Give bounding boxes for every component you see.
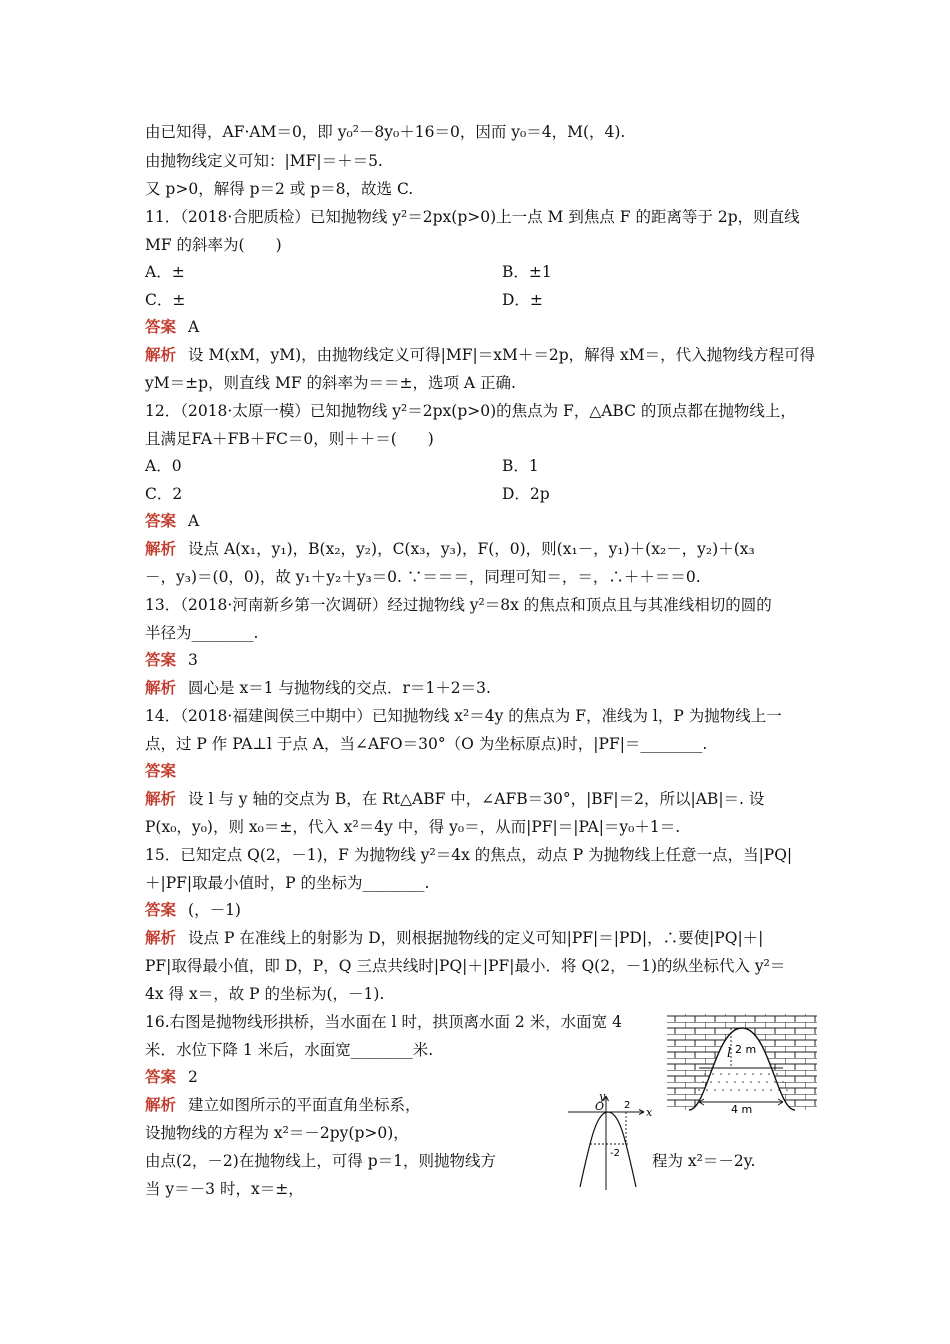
question-15-stem: ＋|PF|取最小值时，P 的坐标为________.: [145, 874, 430, 892]
analysis-line: 4x 得 x＝，故 P 的坐标为(，－1).: [145, 985, 385, 1003]
option-c: C．±: [145, 291, 186, 309]
analysis-line: [145, 344, 815, 366]
question-11-stem: MF 的斜率为( ): [145, 236, 282, 254]
analysis-tag: 解析: [145, 790, 177, 808]
origin-label: O: [595, 1100, 605, 1113]
question-16-stem: 米．水位下降 1 米后，水面宽________米.: [145, 1041, 434, 1059]
analysis-line: PF|取得最小值，即 D，P，Q 三点共线时|PQ|＋|PF|最小．将 Q(2，－1)的纵坐标代入 y²＝: [145, 957, 786, 975]
analysis-text: 设点 A(x₁，y₁)，B(x₂，y₂)，C(x₃，y₃)，F(，0)，则(x₁－，y₁)＋(x₂－，y₂)＋(x₃: [188, 540, 755, 558]
answer-line: [145, 899, 241, 921]
question-15-stem: 15．已知定点 Q(2，－1)，F 为抛物线 y²＝4x 的焦点，动点 P 为抛物线上任意一点，当|PQ|: [145, 846, 793, 864]
analysis-line: 程为 x²＝－2y.: [652, 1152, 756, 1170]
question-14-stem: 点，过 P 作 PA⊥l 于点 A，当∠AFO＝30°（O 为坐标原点)时，|PF|＝________.: [145, 735, 708, 753]
option-d: D．2p: [502, 485, 550, 503]
text-line: 又 p>0，解得 p＝2 或 p＝8，故选 C.: [145, 180, 414, 198]
answer-tag: 答案: [145, 1068, 177, 1086]
answer-tag: 答案: [145, 512, 177, 530]
option-c: C．2: [145, 485, 183, 503]
analysis-line: [145, 1094, 421, 1116]
water-level-label: l: [727, 1046, 732, 1061]
answer-tag: 答案: [145, 762, 177, 780]
analysis-tag: 解析: [145, 1096, 177, 1114]
coordinate-graph-figure: [568, 1092, 668, 1192]
analysis-line: 设抛物线的方程为 x²＝－2py(p>0)，: [145, 1124, 409, 1142]
analysis-line: 由点(2，－2)在抛物线上，可得 p＝1，则抛物线方: [145, 1152, 497, 1170]
x-axis-label: x: [646, 1106, 653, 1119]
question-11-stem: 11．（2018·合肥质检）已知抛物线 y²＝2px(p>0)上一点 M 到焦点 F 的距离等于 2p，则直线: [145, 208, 800, 226]
text-line: 由抛物线定义可知：|MF|＝＋＝5.: [145, 152, 383, 170]
width-label: 4 m: [731, 1103, 753, 1116]
text-line: 由已知得，AF·AM＝0，即 y₀²－8y₀＋16＝0，因而 y₀＝4，M(，4).: [145, 123, 626, 141]
analysis-tag: 解析: [145, 929, 177, 947]
analysis-line: P(x₀，y₀)，则 x₀＝±，代入 x²＝4y 中，得 y₀＝，从而|PF|＝|PA|＝y₀＋1＝.: [145, 818, 681, 836]
analysis-text: 圆心是 x＝1 与抛物线的交点．r＝1＋2＝3.: [188, 679, 491, 697]
answer-value: A: [188, 318, 200, 336]
analysis-line: [145, 927, 763, 949]
question-13-stem: 半径为________.: [145, 624, 259, 642]
answer-value: A: [188, 512, 200, 530]
y-neg2-label: -2: [610, 1148, 620, 1159]
answer-line: [145, 510, 199, 532]
answer-tag: 答案: [145, 901, 177, 919]
analysis-line: yM＝±p，则直线 MF 的斜率为＝＝±，选项 A 正确.: [145, 374, 516, 392]
option-a: A．±: [145, 263, 185, 281]
analysis-text: 设 l 与 y 轴的交点为 B，在 Rt△ABF 中，∠AFB＝30°，|BF|＝2，所以|AB|＝. 设: [188, 790, 765, 808]
answer-value: 2: [188, 1068, 198, 1086]
answer-line: [145, 1066, 198, 1088]
question-12-stem: 12．（2018·太原一模）已知抛物线 y²＝2px(p>0)的焦点为 F，△ABC 的顶点都在抛物线上，: [145, 402, 796, 420]
x-two-label: 2: [624, 1100, 631, 1111]
analysis-text: 建立如图所示的平面直角坐标系，: [188, 1096, 421, 1114]
analysis-tag: 解析: [145, 679, 177, 697]
analysis-text: 设点 P 在准线上的射影为 D，则根据抛物线的定义可知|PF|＝|PD|，∴要使|PQ|＋|: [188, 929, 764, 947]
analysis-line: [145, 538, 755, 560]
answer-line: [145, 649, 198, 671]
answer-value: 3: [188, 651, 198, 669]
option-b: B．1: [502, 457, 539, 475]
analysis-line: －，y₃)＝(0，0)，故 y₁＋y₂＋y₃＝0. ∵＝＝＝，同理可知＝，＝，∴＋＋＝＝0.: [145, 568, 701, 586]
analysis-tag: 解析: [145, 346, 177, 364]
question-13-stem: 13．（2018·河南新乡第一次调研）经过抛物线 y²＝8x 的焦点和顶点且与其准线相切的圆的: [145, 596, 772, 614]
question-12-stem: 且满足FA＋FB＋FC＝0，则＋＋＝( ): [145, 430, 434, 448]
analysis-line: [145, 788, 764, 810]
analysis-tag: 解析: [145, 540, 177, 558]
analysis-line: 当 y＝－3 时，x＝±，: [145, 1180, 304, 1198]
answer-tag: 答案: [145, 651, 177, 669]
answer-tag: 答案: [145, 318, 177, 336]
question-14-stem: 14．（2018·福建闽侯三中期中）已知抛物线 x²＝4y 的焦点为 F，准线为 l，P 为抛物线上一: [145, 707, 782, 725]
answer-line: [145, 760, 188, 782]
option-a: A．0: [145, 457, 182, 475]
answer-line: [145, 316, 199, 338]
analysis-line: [145, 677, 491, 699]
arch-bridge-figure: [665, 1010, 820, 1122]
answer-value: (，－1): [188, 901, 241, 919]
y-axis-label: y: [599, 1092, 606, 1103]
option-d: D．±: [502, 291, 543, 309]
analysis-text: 设 M(xM，yM)，由抛物线定义可得|MF|＝xM＋＝2p，解得 xM＝，代入抛物线方程可得: [188, 346, 816, 364]
option-b: B．±1: [502, 263, 552, 281]
question-16-stem: 16.右图是抛物线形拱桥，当水面在 l 时，拱顶离水面 2 米，水面宽 4: [145, 1013, 622, 1031]
height-label: 2 m: [735, 1043, 757, 1056]
